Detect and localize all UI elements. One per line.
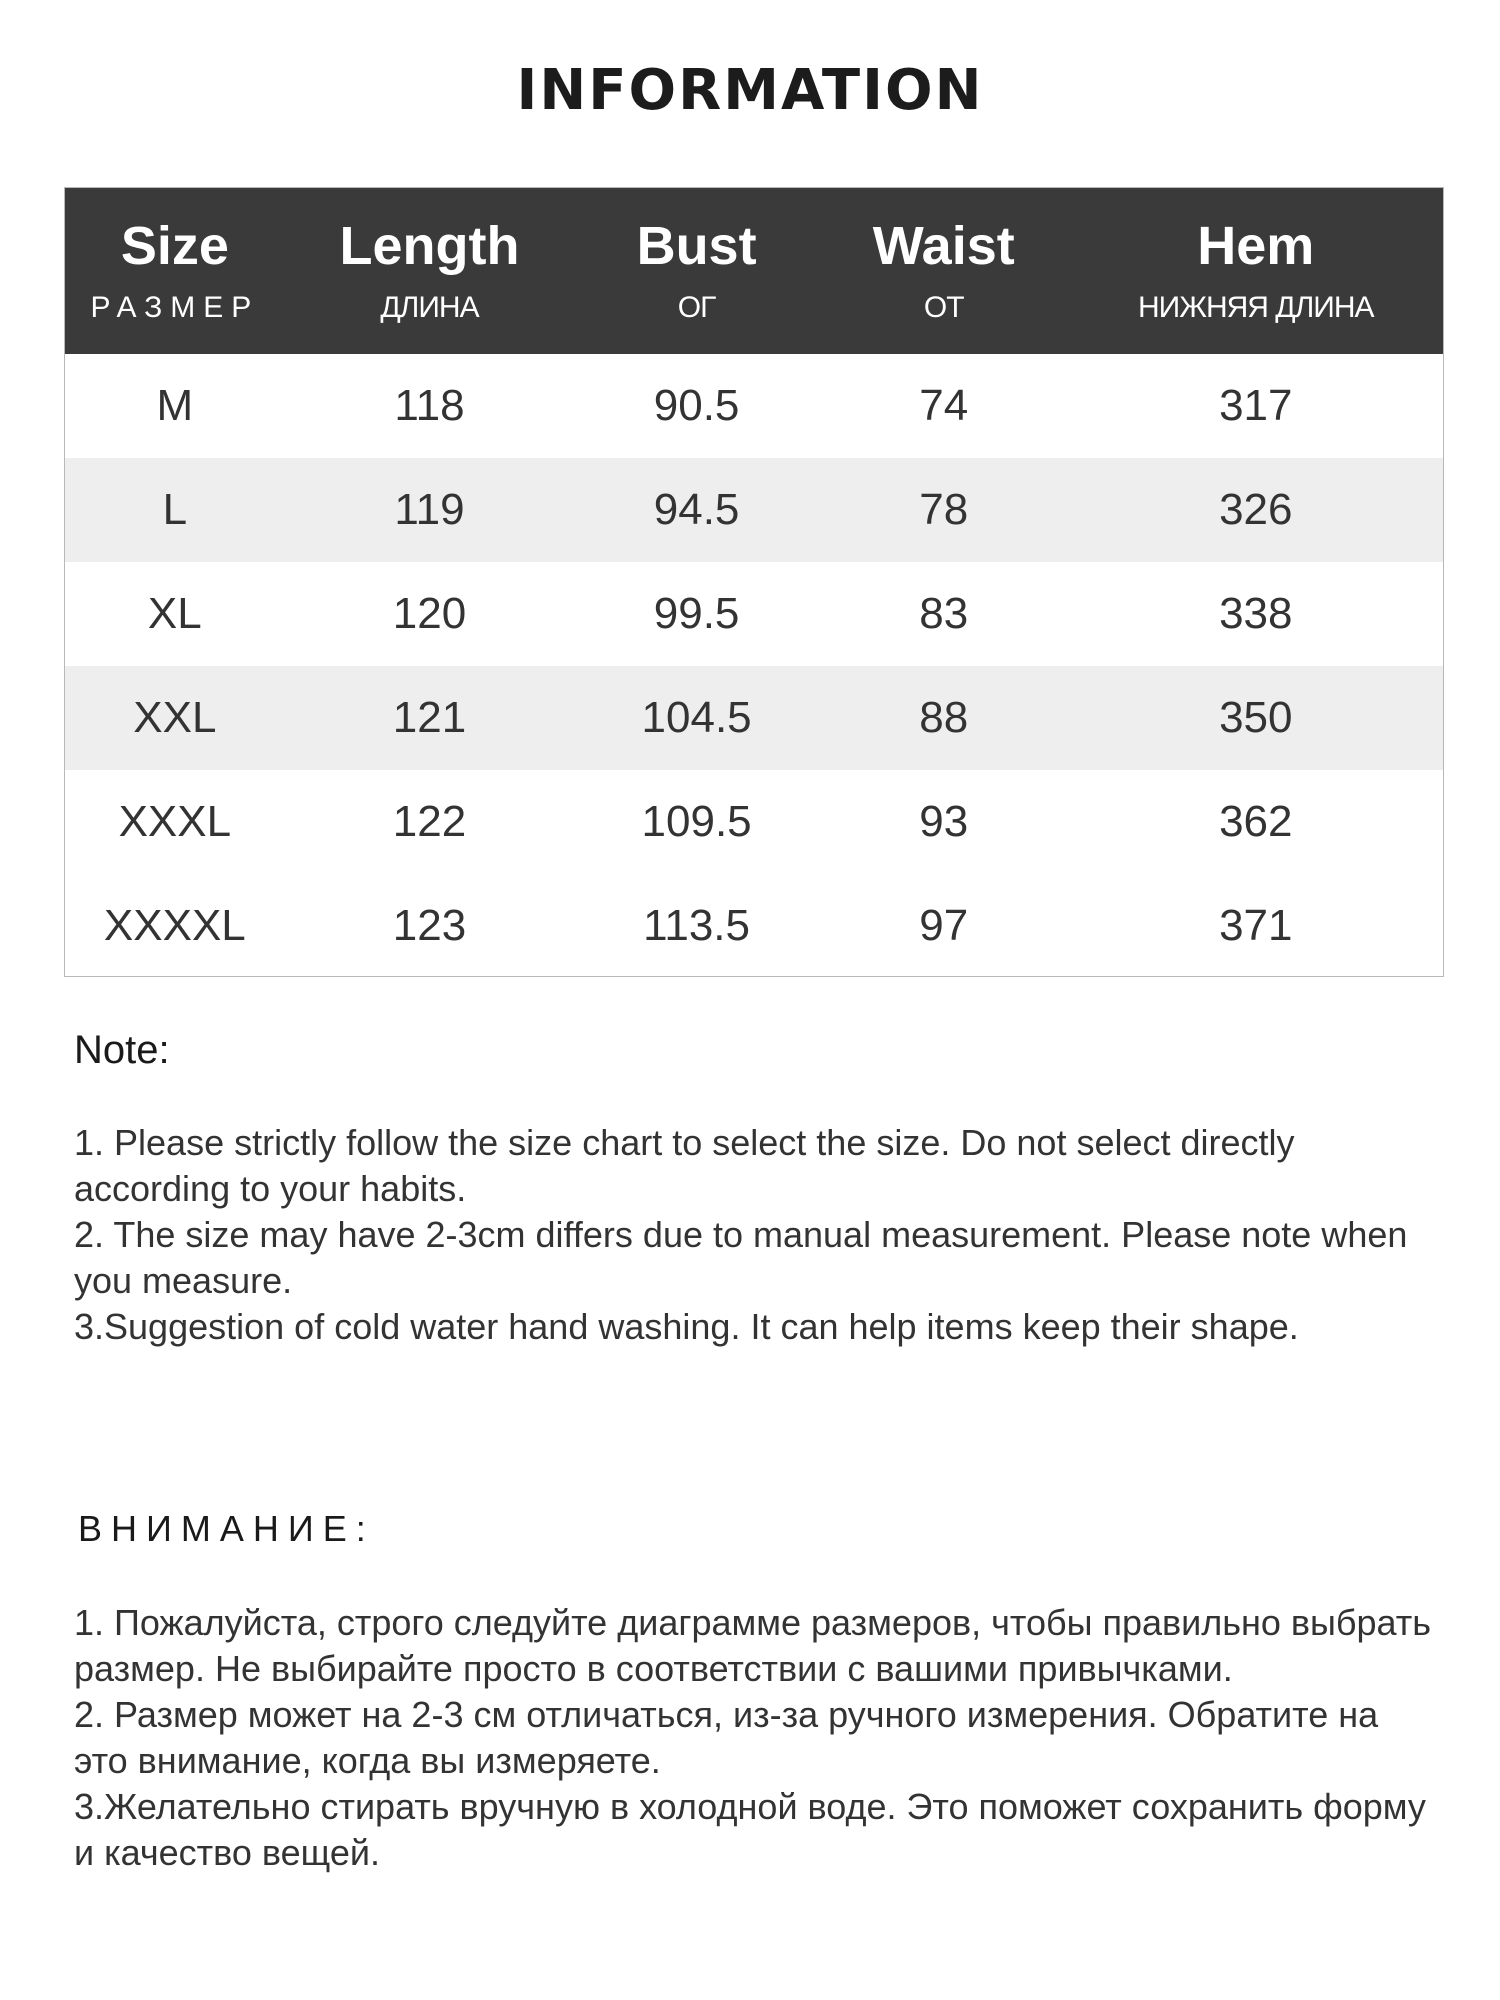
header-waist-ru: ОТ (923, 291, 964, 324)
note-item-ru: 3.Желательно стирать вручную в холодной воде. Это поможет сохранить форму и качество вещей. (74, 1786, 1426, 1873)
cell-length: 119 (394, 485, 465, 534)
table-row (65, 458, 1443, 562)
header-hem-en: Hem (1197, 216, 1315, 276)
note-list-ru (74, 1600, 1434, 1876)
size-table (64, 187, 1444, 977)
note-item: 3.Suggestion of cold water hand washing. It can help items keep their shape. (74, 1306, 1299, 1347)
cell-size: XXXL (118, 797, 232, 846)
cell-hem: 317 (1219, 381, 1293, 430)
cell-hem: 362 (1219, 797, 1293, 846)
table-row (65, 354, 1443, 458)
note-list (74, 1120, 1434, 1350)
cell-size: M (156, 381, 194, 430)
header-length (285, 188, 575, 354)
cell-waist: 83 (919, 589, 969, 638)
cell-bust: 109.5 (641, 797, 752, 846)
header-size-en: Size (120, 216, 229, 276)
cell-length: 122 (392, 797, 467, 846)
cell-bust: 94.5 (653, 485, 740, 534)
table-header (65, 188, 1443, 354)
header-waist (819, 188, 1069, 354)
cell-bust: 113.5 (643, 901, 750, 950)
cell-size: L (162, 485, 188, 534)
cell-size: XXL (133, 693, 217, 742)
cell-waist: 74 (919, 381, 969, 430)
note-heading-ru: ВНИМАНИЕ: (78, 1508, 375, 1549)
cell-bust: 99.5 (653, 589, 740, 638)
note-item: 1. Please strictly follow the size chart to select the size. Do not select directly according to your habits. (74, 1122, 1295, 1209)
header-bust-en: Bust (636, 216, 757, 276)
header-bust (574, 188, 819, 354)
header-length-en: Length (339, 216, 520, 276)
header-waist-en: Waist (872, 216, 1015, 276)
header-size-ru: РАЗМЕР (90, 291, 260, 324)
cell-hem: 326 (1219, 485, 1293, 534)
page-title: INFORMATION (516, 58, 984, 123)
cell-bust: 104.5 (641, 693, 752, 742)
header-length-ru: ДЛИНА (380, 291, 479, 324)
note-heading: Note: (74, 1028, 170, 1072)
note-item: 2. The size may have 2-3cm differs due to manual measurement. Please note when you measure. (74, 1214, 1408, 1301)
cell-length: 123 (392, 901, 467, 950)
note-item-ru: 2. Размер может на 2-3 см отличаться, из-за ручного измерения. Обратите на это внимание, когда вы измеряете. (74, 1694, 1379, 1781)
table-row (65, 666, 1443, 770)
table-row (65, 562, 1443, 666)
cell-length: 121 (392, 693, 467, 742)
header-hem (1069, 188, 1443, 354)
note-item-ru: 1. Пожалуйста, строго следуйте диаграмме размеров, чтобы правильно выбрать размер. Не выбирайте просто в соответствии с вашими привычками. (74, 1602, 1432, 1689)
table-row (65, 874, 1443, 977)
table-row (65, 770, 1443, 874)
cell-hem: 338 (1219, 589, 1293, 638)
header-bust-ru: ОГ (677, 291, 716, 324)
cell-size: XL (147, 589, 202, 638)
header-hem-ru: НИЖНЯЯ ДЛИНА (1138, 291, 1374, 324)
cell-length: 120 (392, 589, 467, 638)
cell-hem: 350 (1219, 693, 1293, 742)
cell-hem: 371 (1219, 901, 1293, 950)
cell-size: XXXXL (103, 901, 246, 950)
cell-length: 118 (394, 381, 465, 430)
cell-bust: 90.5 (653, 381, 740, 430)
cell-waist: 88 (919, 693, 969, 742)
header-size (65, 188, 285, 354)
cell-waist: 97 (919, 901, 969, 950)
cell-waist: 93 (919, 797, 969, 846)
cell-waist: 78 (919, 485, 969, 534)
